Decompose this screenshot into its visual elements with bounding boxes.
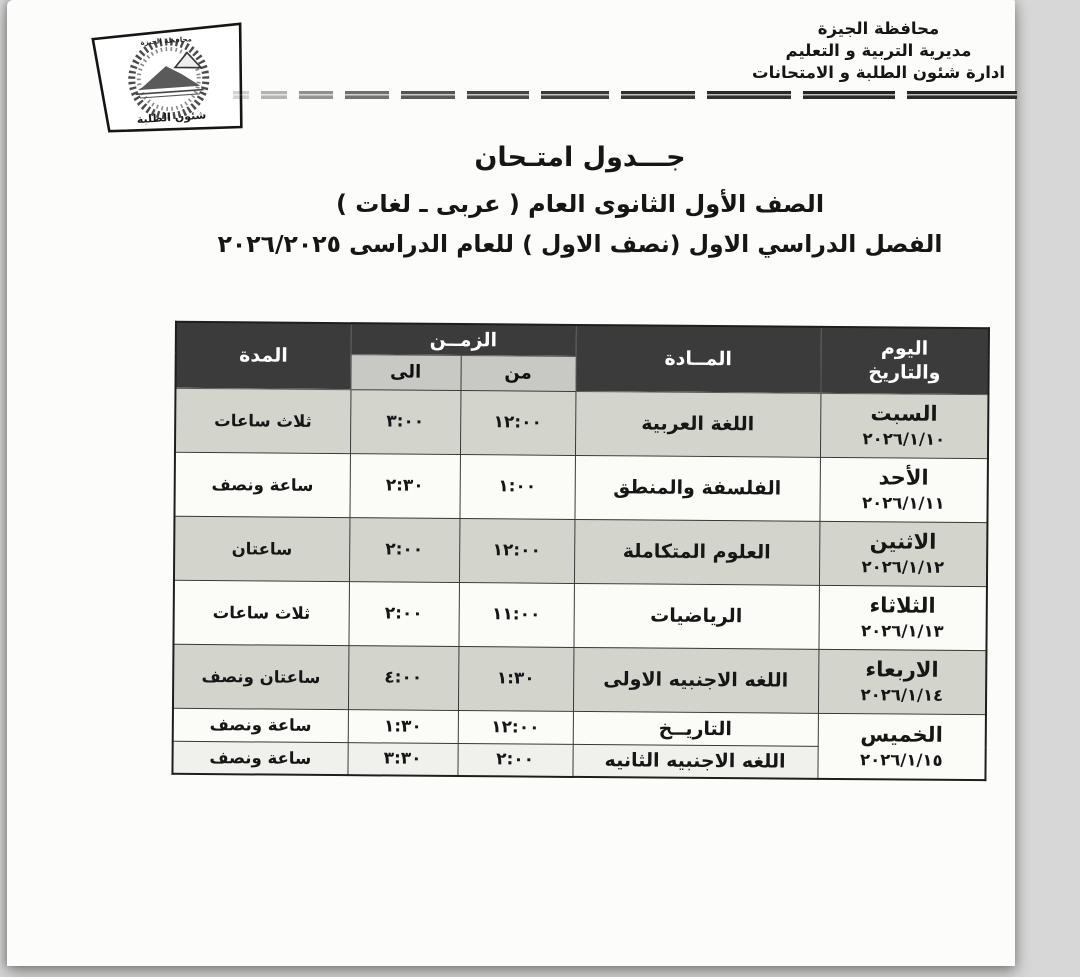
table-header-row (176, 322, 989, 359)
col-header-to: الى (350, 354, 460, 390)
title-block (157, 142, 1003, 258)
seal-bottom-text: شئون الطلبة (136, 108, 207, 127)
subject-cell: اللغة العربية (575, 391, 820, 457)
col-header-from: من (460, 355, 575, 391)
subject-cell: التاريــخ (573, 711, 818, 746)
col-header-subject: المــادة (575, 325, 821, 393)
day-name: الاثنين (869, 529, 937, 554)
time-to-cell: ٢:٠٠ (349, 517, 460, 582)
table-row (173, 644, 986, 714)
time-from-cell: ١:٠٠ (459, 454, 574, 519)
separator-dash (707, 91, 791, 99)
subject-cell: العلوم المتكاملة (574, 519, 819, 585)
table-row (174, 516, 987, 586)
day-name: الأحد (878, 465, 929, 490)
separator-dash (299, 91, 333, 99)
separator-dash (345, 91, 389, 99)
col-header-day-line1: اليوم (880, 337, 929, 360)
org-directorate: مديرية التربية و التعليم (785, 41, 972, 60)
table-row (173, 580, 986, 650)
col-header-duration: المدة (175, 322, 351, 389)
org-governorate: محافظة الجيزة (817, 19, 940, 38)
exam-schedule-table (171, 321, 990, 781)
duration-cell: ثلاث ساعات (173, 580, 348, 645)
day-name: السبت (870, 401, 938, 426)
separator-dash (803, 91, 895, 99)
time-from-cell: ١٢:٠٠ (459, 518, 574, 583)
time-from-cell: ١١:٠٠ (458, 582, 573, 647)
day-cell (818, 649, 986, 714)
org-department: ادارة شئون الطلبة و الامتحانات (752, 63, 1005, 82)
table-row (175, 388, 988, 458)
time-to-cell: ٢:٣٠ (349, 453, 460, 518)
duration-cell: ساعة ونصف (173, 708, 348, 742)
day-cell (820, 393, 988, 458)
day-date: ٢٠٢٦/١/١٢ (861, 557, 945, 577)
day-date: ٢٠٢٦/١/١١ (862, 493, 945, 513)
day-date: ٢٠٢٦/١/١٣ (861, 621, 944, 641)
subject-cell: اللغه الاجنبيه الثانيه (572, 744, 817, 779)
separator-dash (467, 91, 529, 99)
grade-subtitle: الصف الأول الثانوى العام ( عربى ـ لغات ) (335, 190, 825, 218)
separator-dash (621, 91, 695, 99)
seal-emblem-icon (79, 20, 256, 144)
org-header (752, 18, 1005, 84)
time-to-cell: ٣:٣٠ (347, 742, 457, 776)
subject-cell: الفلسفة والمنطق (574, 455, 819, 521)
subject-cell: اللغه الاجنبيه الاولى (573, 647, 818, 713)
duration-cell: ساعتان (174, 516, 349, 581)
day-name: الاربعاء (865, 657, 939, 682)
separator-dash (233, 91, 249, 99)
day-date: ٢٠٢٦/١/١٤ (860, 685, 944, 705)
day-name: الخميس (860, 721, 943, 747)
separator-dash (541, 91, 609, 99)
duration-cell: ثلاث ساعات (175, 388, 350, 453)
day-name: الثلاثاء (869, 593, 936, 618)
term-subtitle: الفصل الدراسي الاول (نصف الاول ) للعام الدراسى ٢٠٢٦/٢٠٢٥ (217, 230, 943, 258)
day-cell (819, 457, 987, 522)
duration-cell: ساعة ونصف (172, 741, 347, 775)
page-title: جـــدول امتـحان (474, 142, 686, 173)
seal-top-text: محافظة الجيزة (140, 35, 193, 47)
separator-dashes (233, 90, 1017, 100)
governorate-seal (79, 20, 256, 144)
day-date: ٢٠٢٦/١/١٠ (862, 429, 946, 449)
time-from-cell: ٢:٠٠ (457, 743, 572, 777)
time-to-cell: ١:٣٠ (348, 709, 458, 743)
col-header-day (820, 327, 989, 394)
time-to-cell: ٤:٠٠ (348, 645, 459, 710)
separator-dash (401, 91, 455, 99)
day-cell (817, 713, 986, 780)
time-to-cell: ٣:٠٠ (350, 389, 461, 454)
time-from-cell: ١٢:٠٠ (458, 710, 573, 744)
day-cell (818, 585, 986, 650)
time-to-cell: ٢:٠٠ (348, 581, 459, 646)
table-row (174, 452, 987, 522)
separator-dash (907, 91, 1017, 99)
time-from-cell: ١٢:٠٠ (460, 390, 575, 455)
col-header-time: الزمــن (351, 323, 576, 356)
separator-dash (261, 91, 287, 99)
subject-cell: الرياضيات (573, 583, 818, 649)
scanned-document-page (7, 0, 1015, 966)
duration-cell: ساعة ونصف (174, 452, 349, 517)
col-header-day-line2: والتاريخ (868, 361, 941, 385)
day-cell (819, 521, 987, 586)
duration-cell: ساعتان ونصف (173, 644, 348, 709)
day-date: ٢٠٢٦/١/١٥ (859, 749, 943, 770)
time-from-cell: ١:٣٠ (458, 646, 573, 711)
